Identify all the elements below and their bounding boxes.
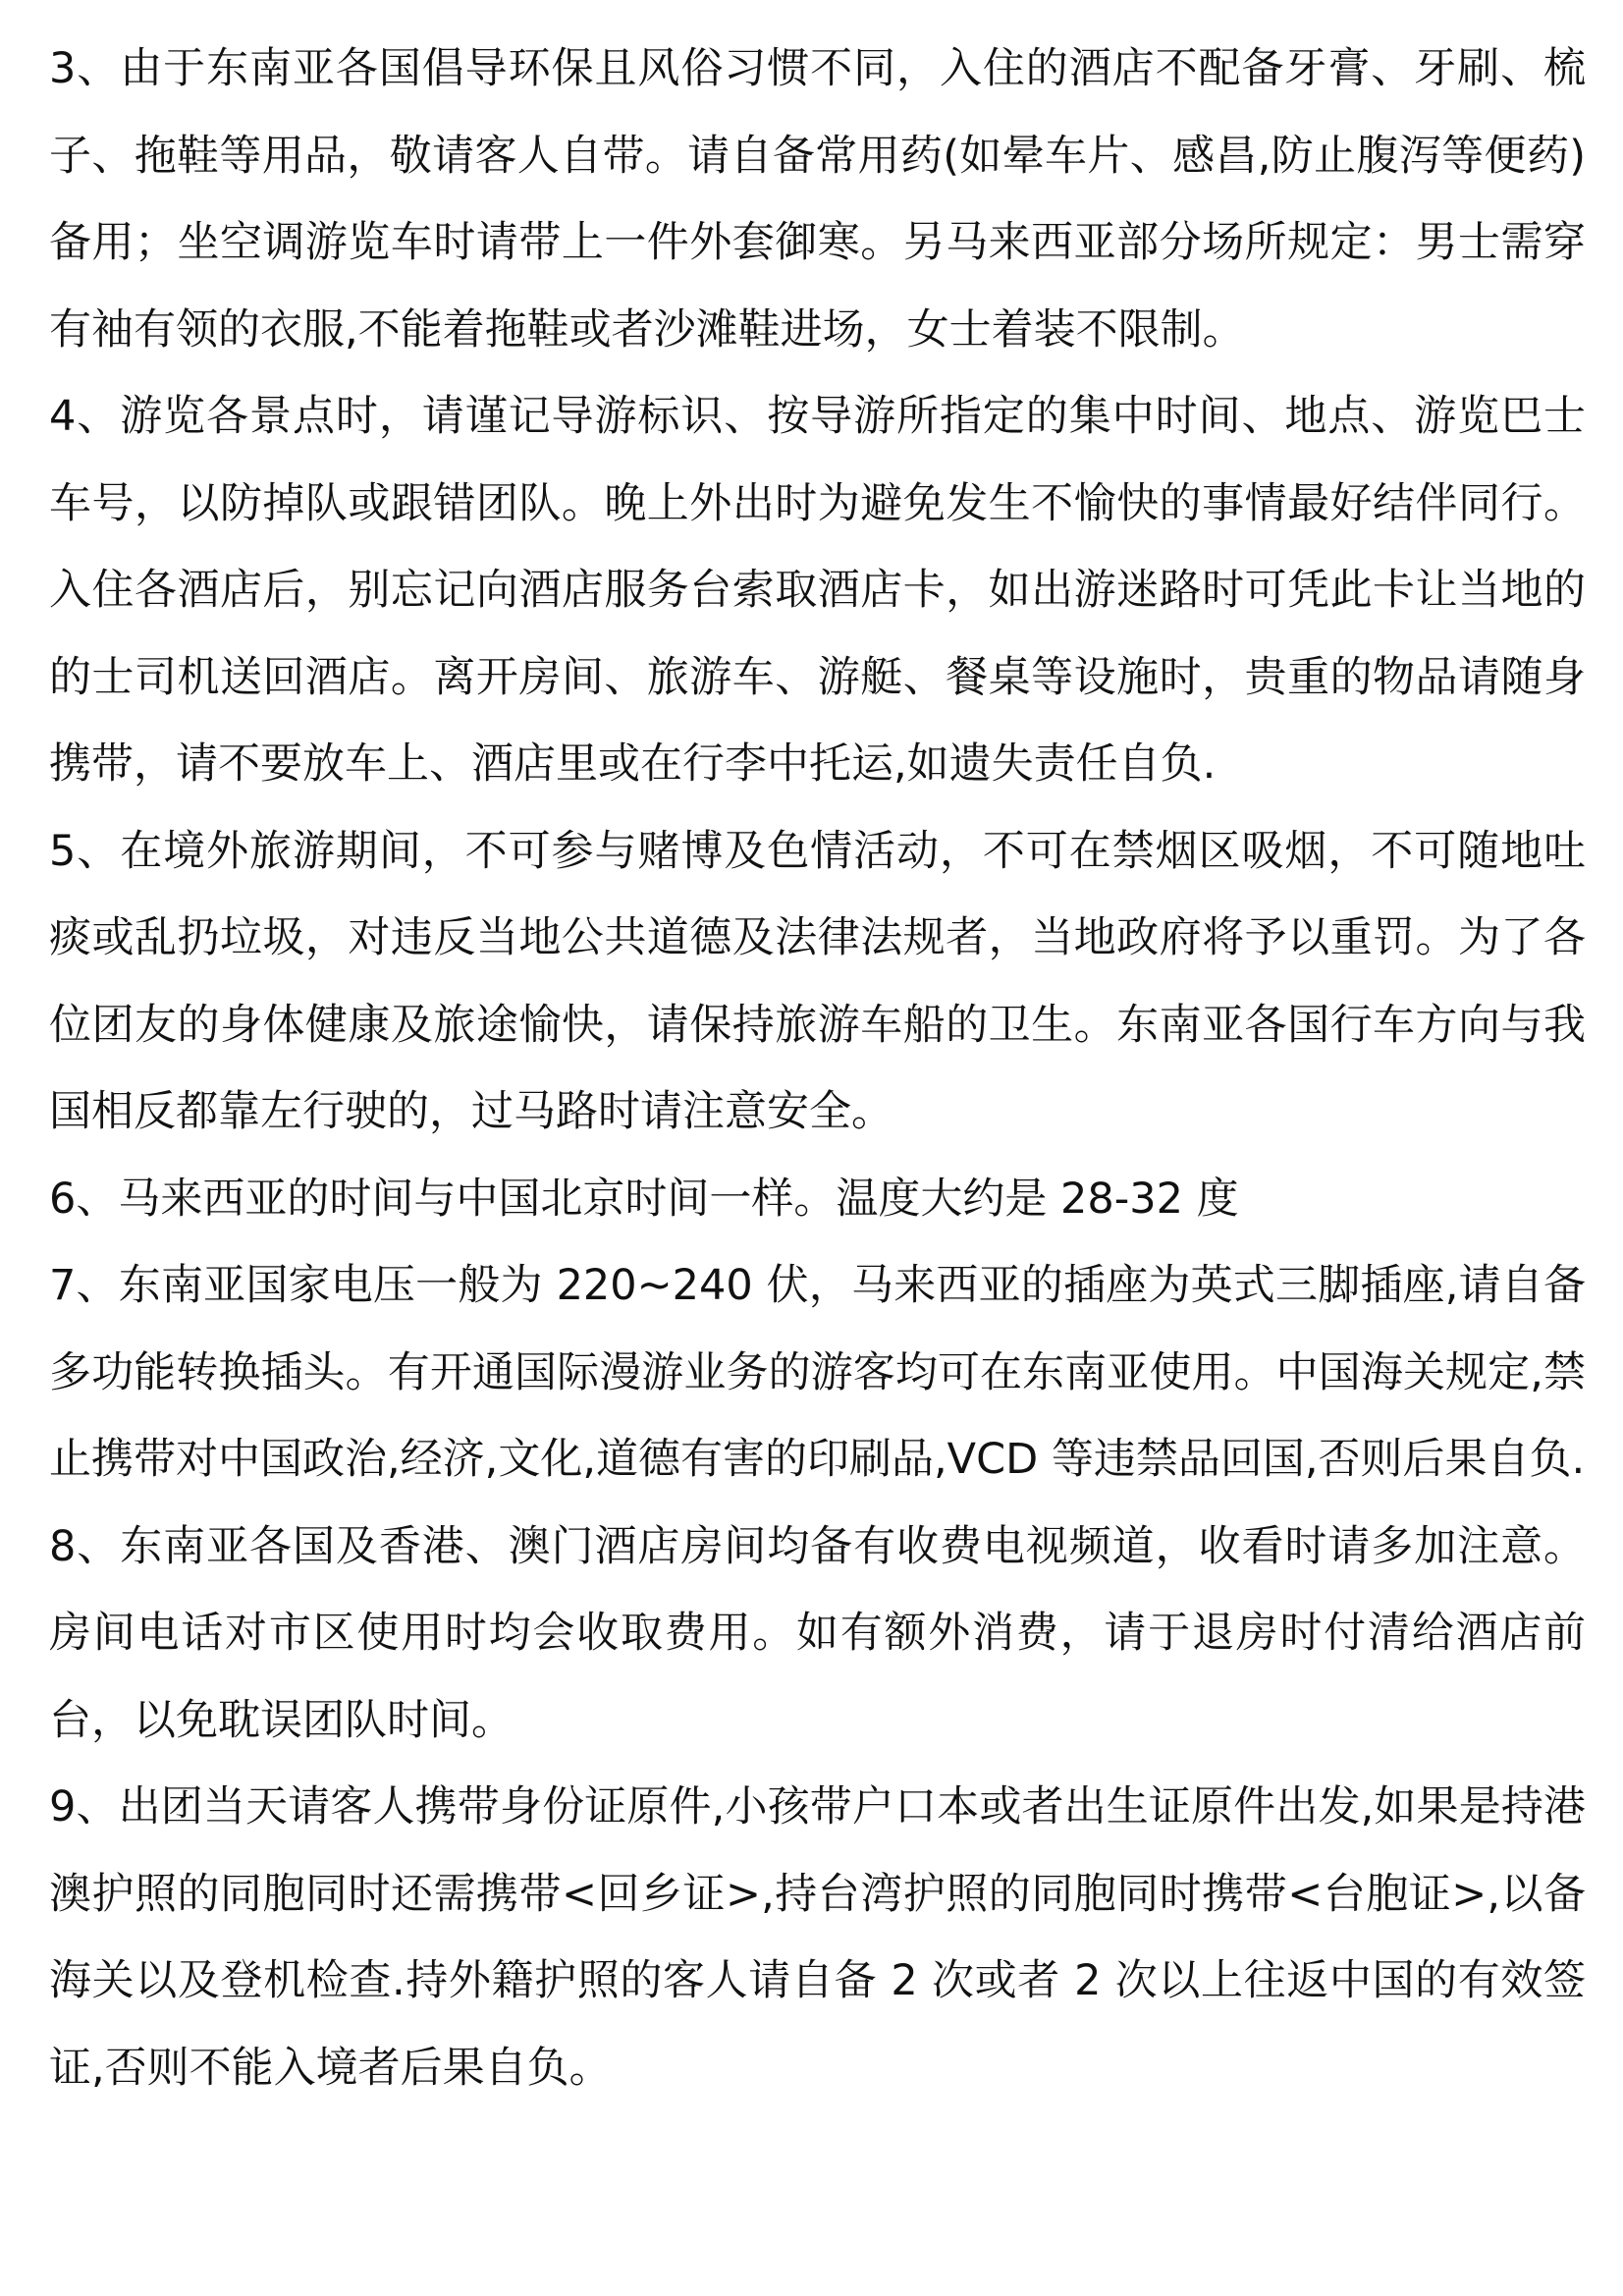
paragraph-item-8: 8、东南亚各国及香港、澳门酒店房间均备有收费电视频道，收看时请多加注意。房间电话对市区使用时均会收取费用。如有额外消费，请于退房时付清给酒店前台，以免耽误团队时间。: [49, 1521, 1586, 1745]
paragraph-item-3: 3、由于东南亚各国倡导环保且风俗习惯不同，入住的酒店不配备牙膏、牙刷、梳子、拖鞋等用品，敬请客人自带。请自备常用药(如晕车片、感昌,防止腹泻等便药)备用；坐空调游览车时请带上一件外套御寒。另马来西亚部分场所规定：男士需穿有袖有领的衣服,不能着拖鞋或者沙滩鞋进场，女士着装不限制。: [49, 44, 1586, 355]
paragraph-item-5: 5、在境外旅游期间，不可参与赌博及色情活动，不可在禁烟区吸烟，不可随地吐痰或乱扔垃圾，对违反当地公共道德及法律法规者，当地政府将予以重罚。为了各位团友的身体健康及旅途愉快，请保持旅游车船的卫生。东南亚各国行车方向与我国相反都靠左行驶的，过马路时请注意安全。: [49, 826, 1586, 1136]
paragraph-item-7: 7、东南亚国家电压一般为 220~240 伏，马来西亚的插座为英式三脚插座,请自备多功能转换插头。有开通国际漫游业务的游客均可在东南亚使用。中国海关规定,禁止携带对中国政治,经济,文化,道德有害的印刷品,VCD 等违禁品回国,否则后果自负.: [49, 1261, 1586, 1484]
document-body: [49, 26, 1586, 2111]
paragraph-item-4: 4、游览各景点时，请谨记导游标识、按导游所指定的集中时间、地点、游览巴士车号，以防掉队或跟错团队。晚上外出时为避免发生不愉快的事情最好结伴同行。入住各酒店后，别忘记向酒店服务台索取酒店卡，如出游迷路时可凭此卡让当地的的士司机送回酒店。离开房间、旅游车、游艇、餐桌等设施时，贵重的物品请随身携带，请不要放车上、酒店里或在行李中托运,如遗失责任自负.: [49, 392, 1586, 789]
paragraph-item-9: 9、出团当天请客人携带身份证原件,小孩带户口本或者出生证原件出发,如果是持港澳护照的同胞同时还需携带<回乡证>,持台湾护照的同胞同时携带<台胞证>,以备海关以及登机检查.持外籍护照的客人请自备 2 次或者 2 次以上往返中国的有效签证,否则不能入境者后果自负。: [49, 1782, 1586, 2093]
paragraph-item-6: 6、马来西亚的时间与中国北京时间一样。温度大约是 28-32 度: [49, 1174, 1239, 1224]
